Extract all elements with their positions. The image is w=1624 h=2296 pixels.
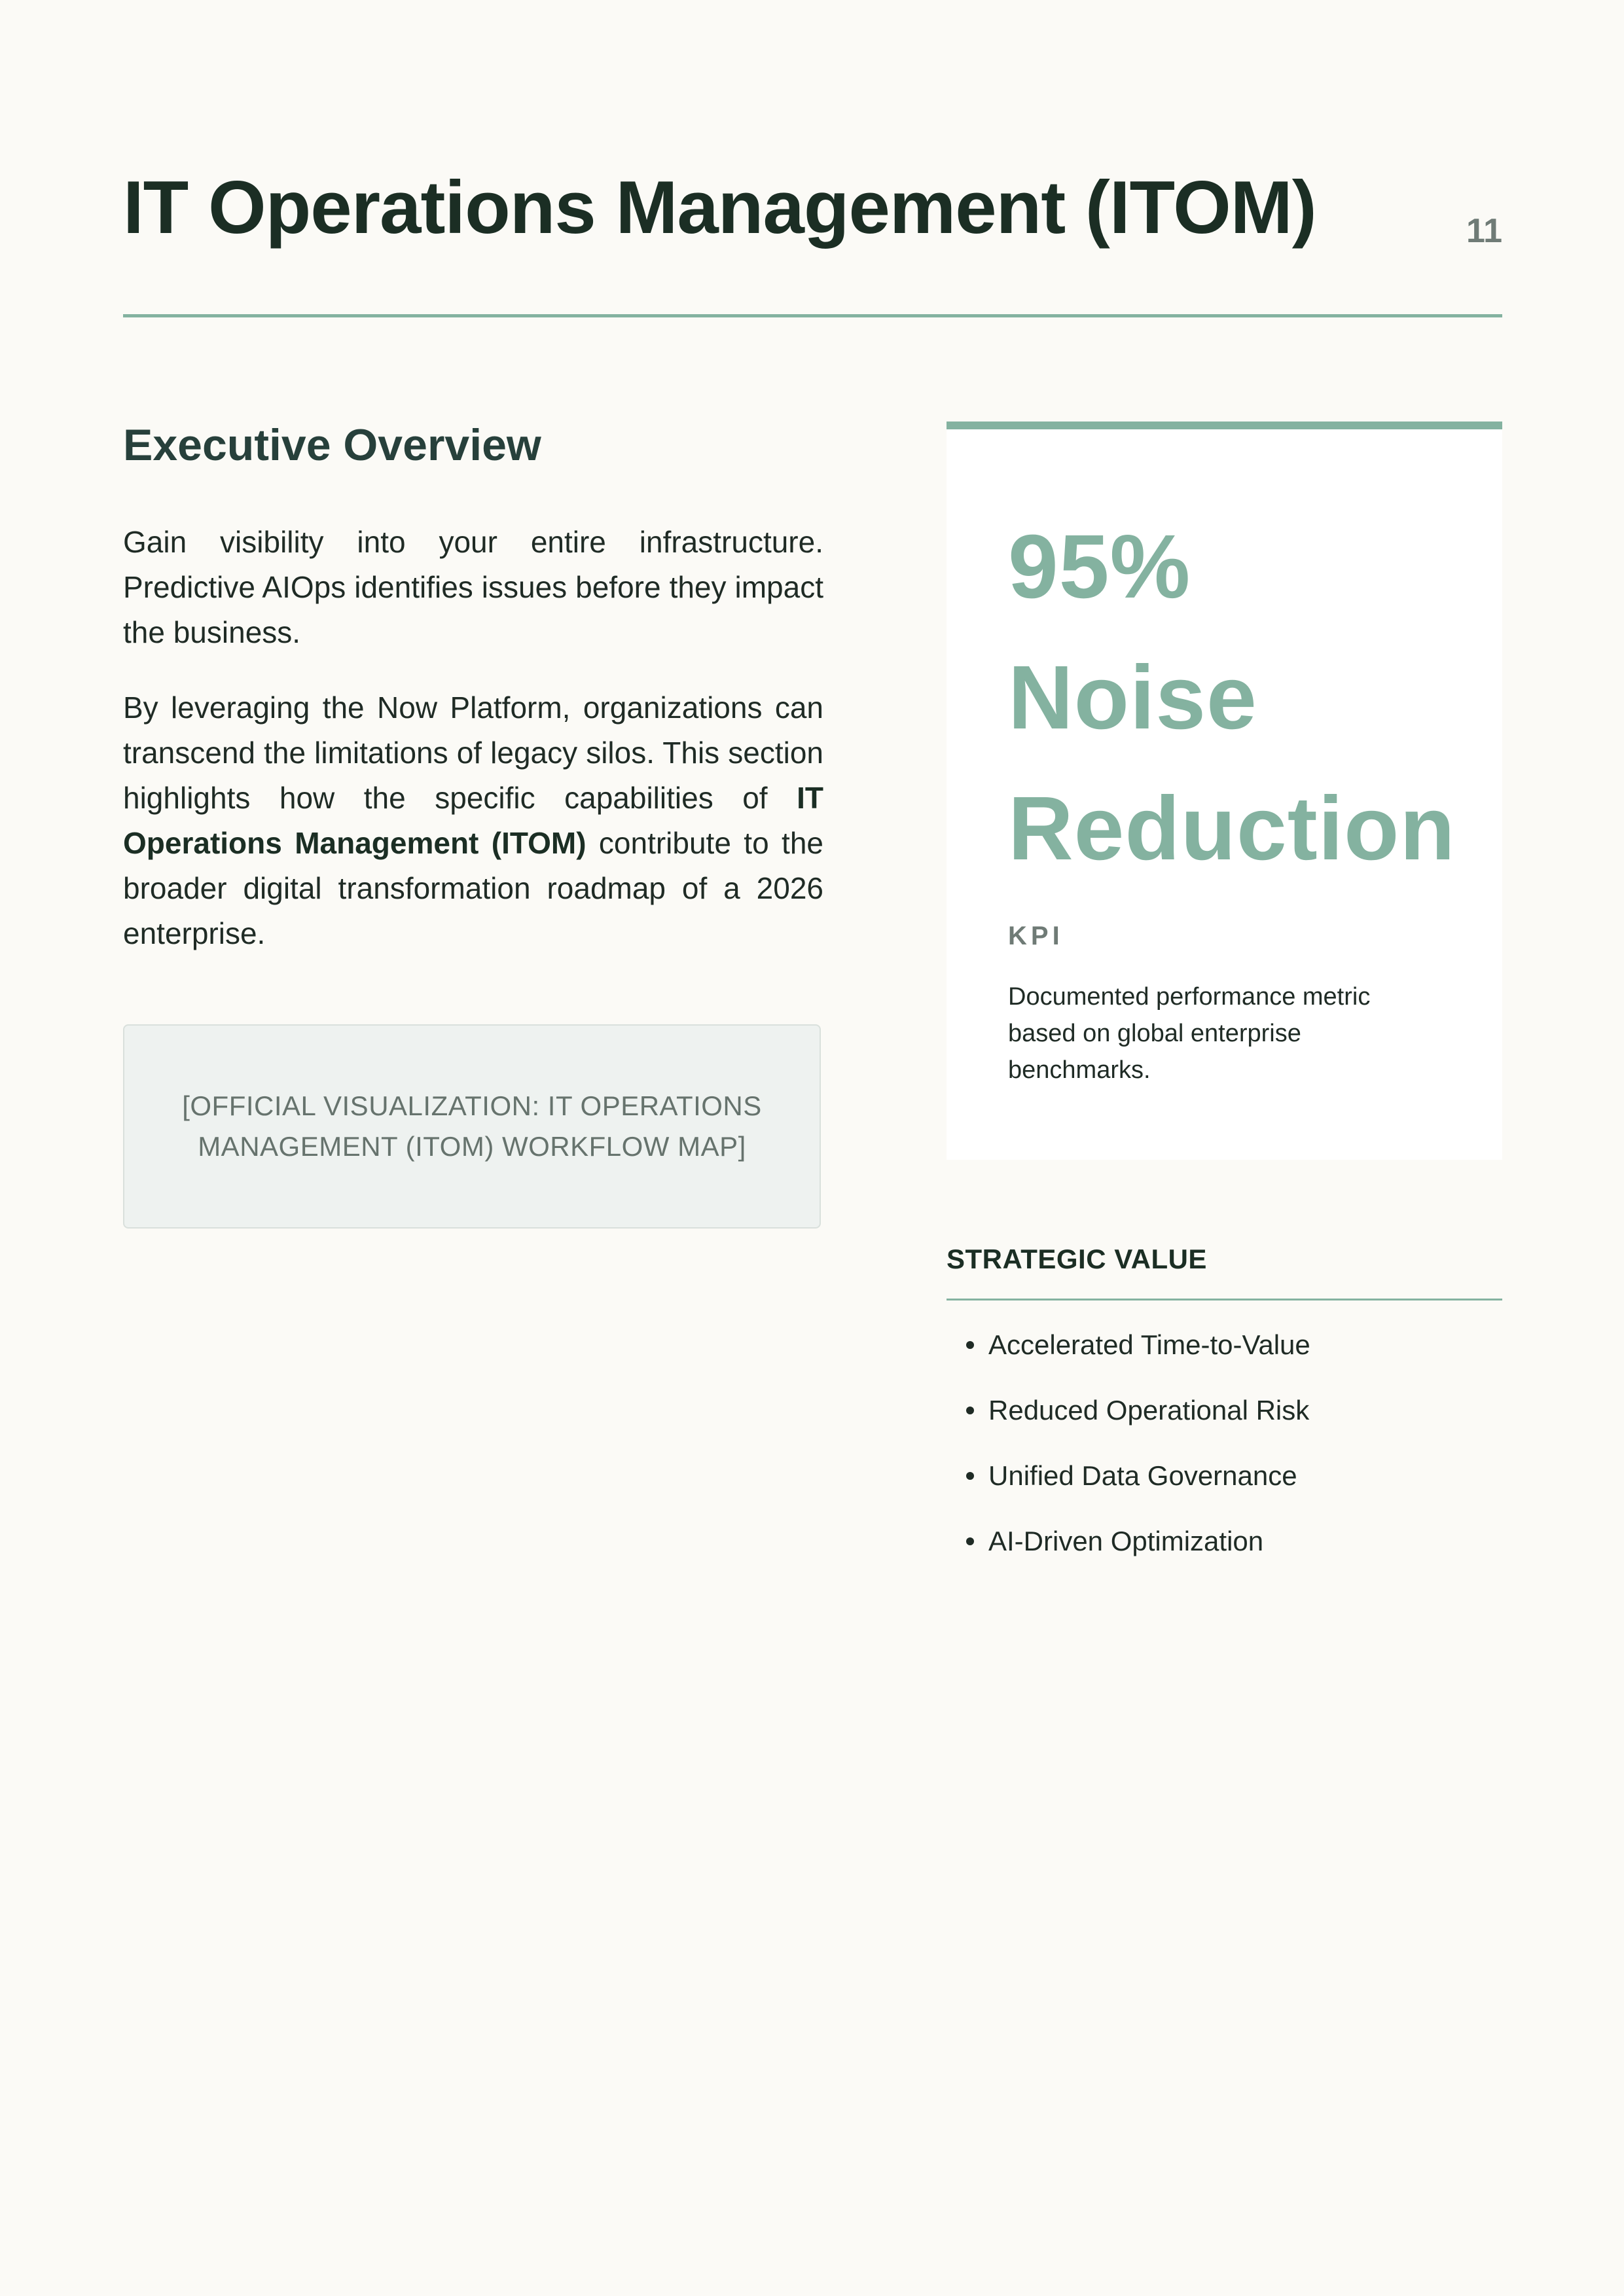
strategic-value-list — [947, 1325, 1502, 1561]
overview-section — [123, 419, 823, 1229]
visualization-placeholder — [123, 1024, 821, 1229]
section-heading: Executive Overview — [123, 420, 541, 470]
header-divider — [123, 314, 1502, 317]
list-item-label: AI-Driven Optimization — [988, 1526, 1264, 1556]
list-item — [947, 1391, 1502, 1430]
paragraph-text-start: By leveraging the Now Platform, organizations can transcend the limitations of legacy silos. This section highlights how the specific capabilities of — [123, 690, 823, 815]
page-title: IT Operations Management (ITOM) — [123, 166, 1316, 249]
page-header — [123, 167, 1502, 317]
kpi-card — [947, 422, 1502, 1160]
kpi-description: Documented performance metric based on global enterprise benchmarks. — [1008, 983, 1371, 1084]
bullet-icon — [966, 1472, 974, 1480]
list-item-label: Reduced Operational Risk — [988, 1395, 1310, 1426]
strategic-value-heading: STRATEGIC VALUE — [947, 1244, 1502, 1300]
overview-paragraph-1: Gain visibility into your entire infrastructure. Predictive AIOps identifies issues before they impact the business. — [123, 524, 823, 649]
page-number: 11 — [1466, 212, 1502, 250]
bullet-icon — [966, 1341, 974, 1349]
product-name-bold: IT Operations Management (ITOM) — [123, 780, 823, 860]
list-item — [947, 1325, 1502, 1365]
bullet-icon — [966, 1407, 974, 1414]
kpi-value: 95% Noise Reduction — [1008, 516, 1456, 879]
list-item — [947, 1522, 1502, 1561]
paragraph-text-end: contribute to the broader digital transformation roadmap of a 2026 enterprise. — [123, 825, 823, 950]
list-item-label: Unified Data Governance — [988, 1460, 1297, 1491]
kpi-label: KPI — [1008, 922, 1064, 950]
document-page — [123, 0, 1502, 2296]
list-item — [947, 1456, 1502, 1496]
strategic-value-section — [947, 1244, 1502, 1587]
visualization-placeholder-text: [OFFICIAL VISUALIZATION: IT OPERATIONS MANAGEMENT (ITOM) WORKFLOW MAP] — [182, 1090, 762, 1162]
list-item-label: Accelerated Time-to-Value — [988, 1329, 1310, 1360]
bullet-icon — [966, 1537, 974, 1545]
overview-paragraph-2 — [123, 685, 823, 956]
